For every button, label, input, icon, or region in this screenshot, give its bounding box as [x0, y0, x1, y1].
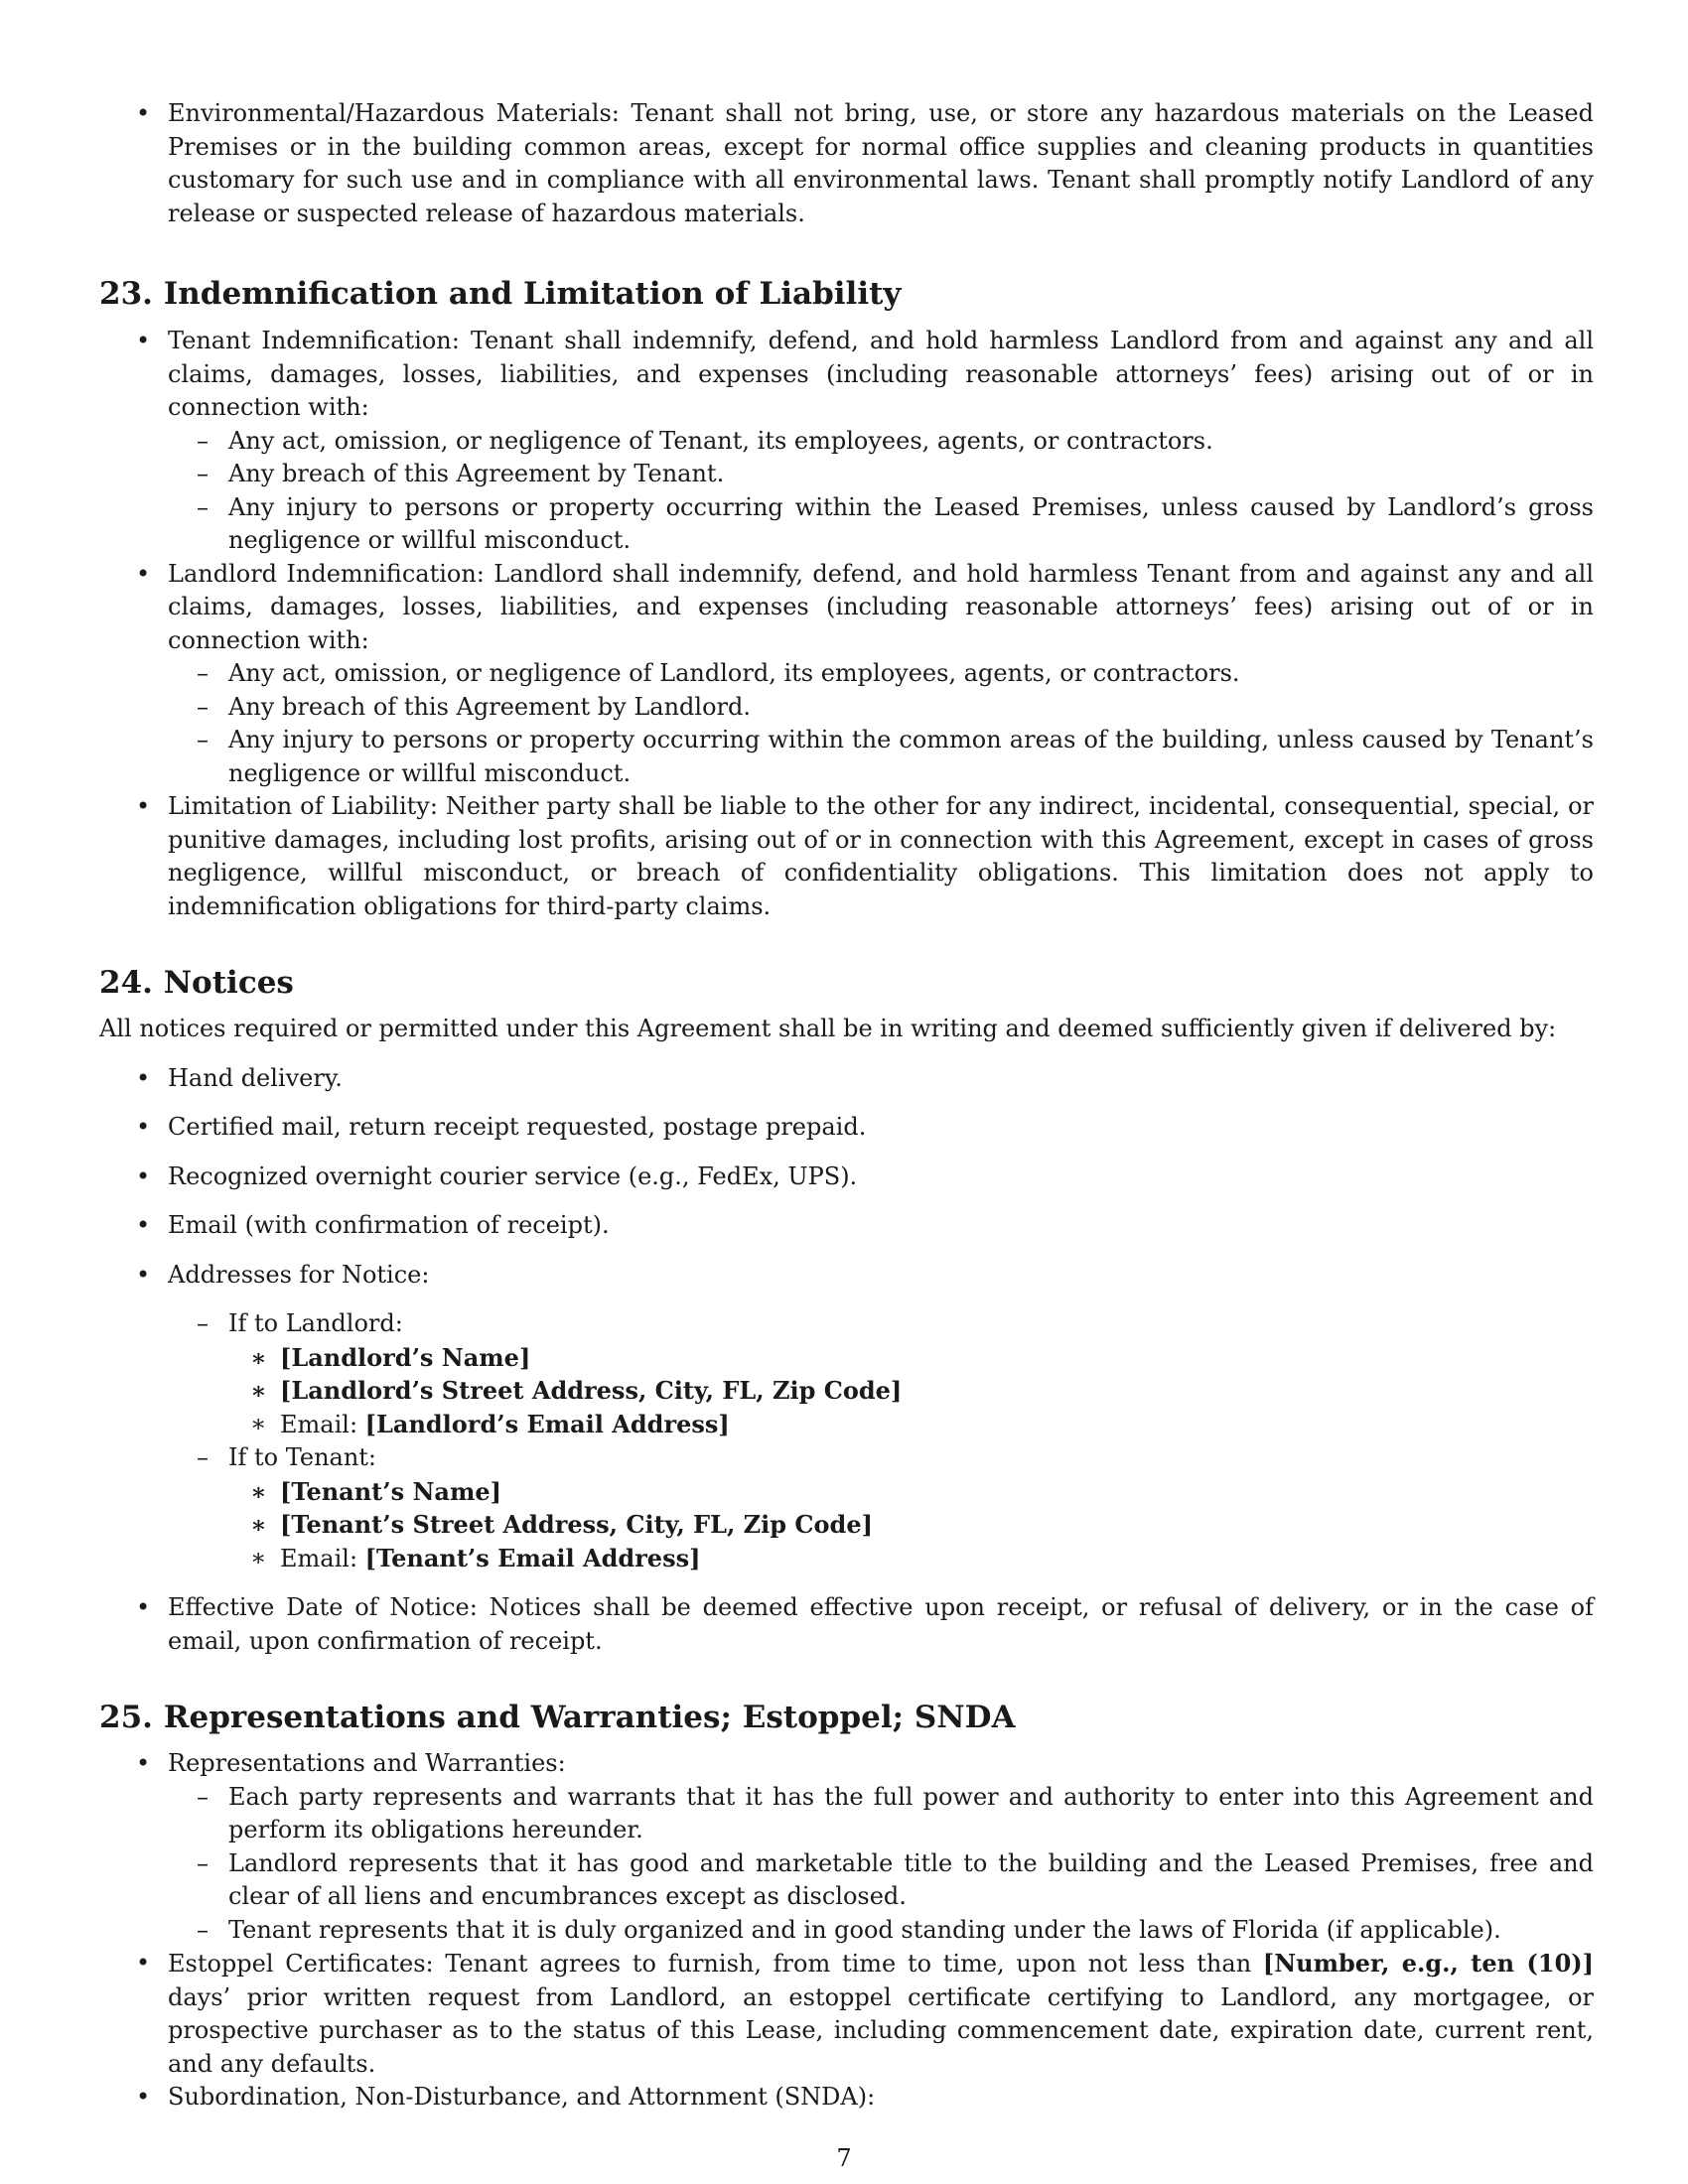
tenant-name: ∗ [Tenant’s Name]	[99, 1475, 1594, 1509]
tenant-indem-sub-1: – Any act, omission, or negligence of Tenant, its employees, agents, or contractors.	[99, 425, 1594, 459]
if-to-tenant: – If to Tenant:	[99, 1441, 1594, 1475]
env-hazard-item: • Environmental/Hazardous Materials: Tenant shall not bring, use, or store any hazardous materials on the Leased Premises or in the building common areas, except for normal office supplies and cleaning products in quantities customary for such use and in compliance with all environmental laws. Tenant shall promptly notify Landlord of any release or suspected release of hazardous materials.	[99, 97, 1594, 230]
representations-label: • Representations and Warranties:	[99, 1747, 1594, 1781]
document-page	[99, 97, 1594, 2115]
tenant-email-line	[99, 1542, 1594, 1576]
landlord-indemnification: • Landlord Indemnification: Landlord shall indemnify, defend, and hold harmless Tenant from and against any and all claims, damages, losses, liabilities, and expenses (including reasonable attorneys’ fees) arising out of or in connection with:	[99, 558, 1594, 658]
notices-intro: All notices required or permitted under this Agreement shall be in writing and deemed sufficiently given if delivered by:	[99, 1015, 1557, 1042]
landlord-indem-sub-3: – Any injury to persons or property occurring within the common areas of the building, unless caused by Tenant’s negligence or willful misconduct.	[99, 724, 1594, 790]
notice-method-courier: • Recognized overnight courier service (e.g., FedEx, UPS).	[99, 1160, 1594, 1194]
notice-method-mail: • Certified mail, return receipt requested, postage prepaid.	[99, 1111, 1594, 1145]
snda-item: • Subordination, Non-Disturbance, and Attornment (SNDA):	[99, 2081, 1594, 2115]
email-label: Email:	[280, 1410, 365, 1438]
tenant-indem-sub-3: – Any injury to persons or property occurring within the Leased Premises, unless caused by Landlord’s gross negligence or willful misconduct.	[99, 491, 1594, 558]
page-number: 7	[836, 2144, 852, 2172]
tenant-address: ∗ [Tenant’s Street Address, City, FL, Zip Code]	[99, 1508, 1594, 1542]
tenant-email: [Tenant’s Email Address]	[364, 1543, 701, 1572]
effective-date-of-notice: • Effective Date of Notice: Notices shall be deemed effective upon receipt, or refusal of delivery, or in the case of email, upon confirmation of receipt.	[99, 1591, 1594, 1658]
if-to-landlord: – If to Landlord:	[99, 1307, 1594, 1341]
estoppel-days-placeholder: [Number, e.g., ten (10)]	[1262, 1949, 1594, 1978]
landlord-indem-sub-1: – Any act, omission, or negligence of Landlord, its employees, agents, or contractors.	[99, 657, 1594, 691]
tenant-indemnification: • Tenant Indemnification: Tenant shall indemnify, defend, and hold harmless Landlord from and against any and all claims, damages, losses, liabilities, and expenses (including reasonable attorneys’ fees) arising out of or in connection with:	[99, 325, 1594, 425]
tenant-indem-sub-2: – Any breach of this Agreement by Tenant.	[99, 458, 1594, 491]
section-25-title: 25. Representations and Warranties; Estoppel; SNDA	[99, 1700, 1016, 1735]
representation-3: – Tenant represents that it is duly organized and in good standing under the laws of Florida (if applicable).	[99, 1914, 1594, 1948]
landlord-indem-sub-2: – Any breach of this Agreement by Landlord.	[99, 691, 1594, 725]
landlord-email: [Landlord’s Email Address]	[364, 1409, 730, 1438]
email-label: Email:	[280, 1544, 365, 1572]
landlord-address: ∗ [Landlord’s Street Address, City, FL, Zip Code]	[99, 1374, 1594, 1408]
estoppel-text-1: Estoppel Certificates: Tenant agrees to furnish, from time to time, upon not less than	[168, 1950, 1263, 1978]
addresses-for-notice: • Addresses for Notice:	[99, 1259, 1594, 1293]
estoppel-text-2: days’ prior written request from Landlord, an estoppel certificate certifying to Landlord, any mortgagee, or prospective purchaser as to the status of this Lease, including commencement date, expiration date, current rent, and any defaults.	[168, 1982, 1594, 2078]
estoppel-certificates	[99, 1947, 1594, 2081]
limitation-of-liability: • Limitation of Liability: Neither party shall be liable to the other for any indirect, incidental, consequential, special, or punitive damages, including lost profits, arising out of or in connection with this Agreement, except in cases of gross negligence, willful misconduct, or breach of confidentiality obligations. This limitation does not apply to indemnification obligations for third-party claims.	[99, 790, 1594, 923]
notice-method-hand: • Hand delivery.	[99, 1062, 1594, 1096]
representation-1: – Each party represents and warrants that it has the full power and authority to enter into this Agreement and perform its obligations hereunder.	[99, 1781, 1594, 1847]
representation-2: – Landlord represents that it has good and marketable title to the building and the Leased Premises, free and clear of all liens and encumbrances except as disclosed.	[99, 1847, 1594, 1914]
notice-method-email: • Email (with confirmation of receipt).	[99, 1209, 1594, 1243]
section-24-title: 24. Notices	[99, 965, 294, 1001]
landlord-email-line	[99, 1408, 1594, 1442]
section-23-title: 23. Indemnification and Limitation of Liability	[99, 276, 902, 312]
landlord-name: ∗ [Landlord’s Name]	[99, 1341, 1594, 1375]
